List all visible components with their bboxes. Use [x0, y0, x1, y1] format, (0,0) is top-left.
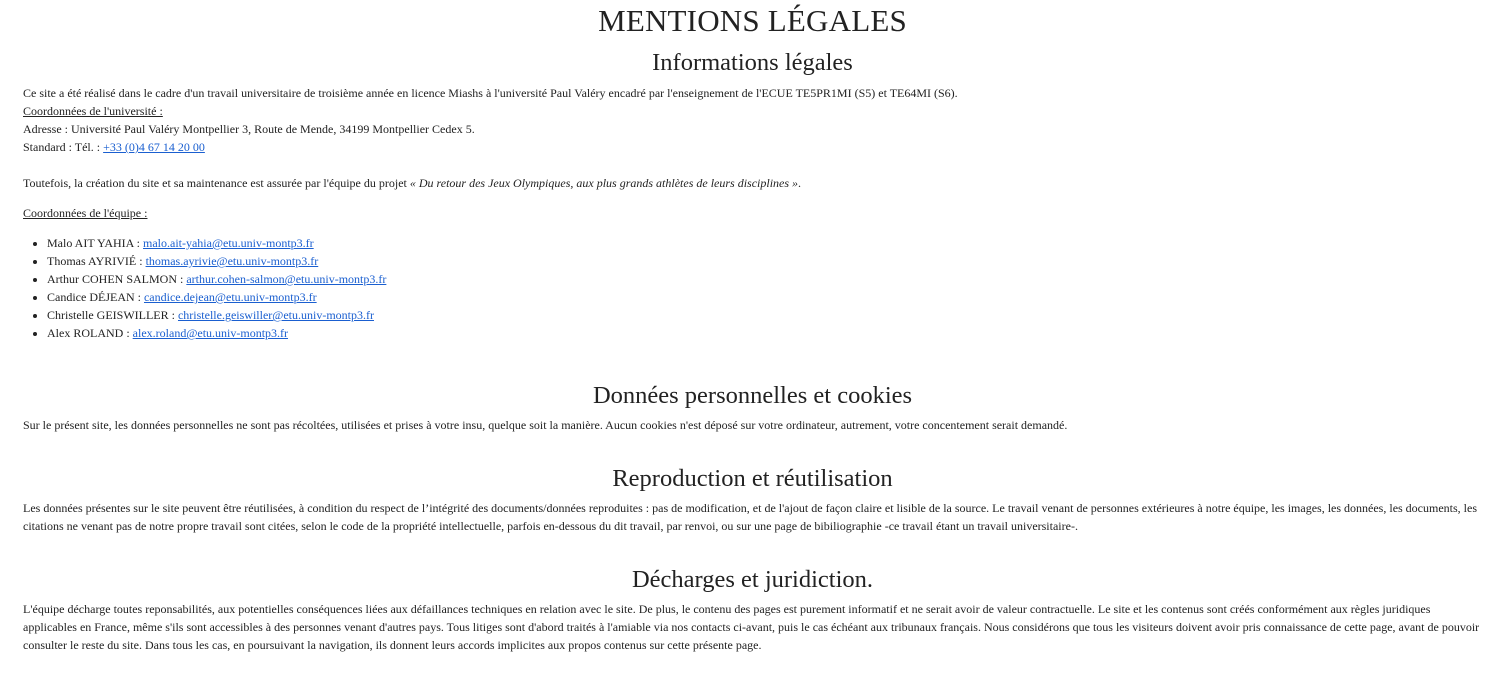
- section-title-reproduction: Reproduction et réutilisation: [612, 465, 893, 492]
- phone-prefix: Standard : Tél. :: [23, 140, 104, 154]
- team-member: [47, 252, 1482, 270]
- team-member: [47, 270, 1482, 288]
- team-member: [47, 234, 1482, 252]
- section-title-cookies: Données personnelles et cookies: [592, 382, 913, 409]
- section-reproduction: [23, 464, 1482, 535]
- member-name: Malo AIT YAHIA :: [47, 236, 143, 250]
- member-email-link[interactable]: malo.ait-yahia@etu.univ-montp3.fr: [143, 236, 314, 250]
- member-email-link[interactable]: christelle.geiswiller@etu.univ-montp3.fr: [177, 308, 374, 322]
- team-list: [23, 234, 1482, 342]
- creation-suffix: .: [798, 176, 802, 190]
- reproduction-paragraph: Les données présentes sur le site peuvent être réutilisées, à condition du respect de l’intégrité des documents/données reproduites : pas de modification, et de l'ajout de façon claire et lisible de la source. Le travail venant de personnes extérieures à notre équipe, les images, les données, les documents, les citations ne venant pas de notre propre travail sont citées, selon le code de la propriété intellectuelle, parfois en-dessous du dit travail, par renvoi, ou sur une page de bibiliographie -ce travail étant un travail universitaire-.: [23, 501, 1478, 533]
- university-phone-line: [23, 138, 1482, 156]
- team-member: [47, 324, 1482, 342]
- member-email-link[interactable]: thomas.ayrivie@etu.univ-montp3.fr: [145, 254, 319, 268]
- member-name: Alex ROLAND :: [47, 326, 133, 340]
- member-name: Thomas AYRIVIÉ :: [47, 254, 146, 268]
- decharges-paragraph: L'équipe décharge toutes reponsabilités, aux potentielles conséquences liées aux défaillances techniques en relation avec le site. De plus, le contenu des pages est purement informatif et ne serait avoir de valeur contractuelle. Le site et les contenus sont créés conformément aux règles juridiques applicables en France, même s'ils sont accessibles à des personnes venant d'autres pays. Tous litiges sont d'abord traités à l'amiable via nos contacts ci-avant, puis le cas échéant aux tribunaux français. Nous considérons que tous les visiteurs doivent avoir pris connaissance de cette page, avant de pouvoir consulter le reste du site. Dans tous les cas, en poursuivant la navigation, ils donnent leurs accords implicites aux propos contenus sur cette présente page.: [23, 602, 1480, 652]
- university-label: Coordonnées de l'université :: [23, 104, 163, 118]
- creation-paragraph: [23, 174, 1482, 192]
- creation-prefix: Toutefois, la création du site et sa maintenance est assurée par l'équipe du projet: [23, 176, 410, 190]
- member-name: Arthur COHEN SALMON :: [47, 272, 187, 286]
- section-informations: [23, 48, 1482, 342]
- member-email-link[interactable]: arthur.cohen-salmon@etu.univ-montp3.fr: [186, 272, 387, 286]
- member-name: Candice DÉJEAN :: [47, 290, 144, 304]
- team-label: Coordonnées de l'équipe :: [23, 206, 148, 220]
- university-address: Adresse : Université Paul Valéry Montpellier 3, Route de Mende, 34199 Montpellier Cedex 5.: [23, 122, 475, 136]
- team-member: [47, 288, 1482, 306]
- page-title: MENTIONS LÉGALES: [598, 3, 907, 38]
- member-email-link[interactable]: alex.roland@etu.univ-montp3.fr: [132, 326, 289, 340]
- phone-link[interactable]: +33 (0)4 67 14 20 00: [103, 140, 205, 154]
- section-decharges: [23, 565, 1482, 654]
- cookies-paragraph: Sur le présent site, les données personnelles ne sont pas récoltées, utilisées et prises à votre insu, quelque soit la manière. Aucun cookies n'est déposé sur votre ordinateur, autrement, votre concentement serait demandé.: [23, 418, 1068, 432]
- member-name: Christelle GEISWILLER :: [47, 308, 178, 322]
- section-cookies: [23, 381, 1482, 434]
- team-member: [47, 306, 1482, 324]
- section-title-informations: Informations légales: [652, 49, 853, 76]
- project-name: « Du retour des Jeux Olympiques, aux plus grands athlètes de leurs disciplines »: [409, 176, 799, 190]
- section-title-decharges: Décharges et juridiction.: [631, 566, 874, 593]
- member-email-link[interactable]: candice.dejean@etu.univ-montp3.fr: [143, 290, 317, 304]
- intro-paragraph: Ce site a été réalisé dans le cadre d'un travail universitaire de troisième année en licence Miashs à l'université Paul Valéry encadré par l'enseignement de l'ECUE TE5PR1MI (S5) et TE64MI (S6).: [23, 86, 958, 100]
